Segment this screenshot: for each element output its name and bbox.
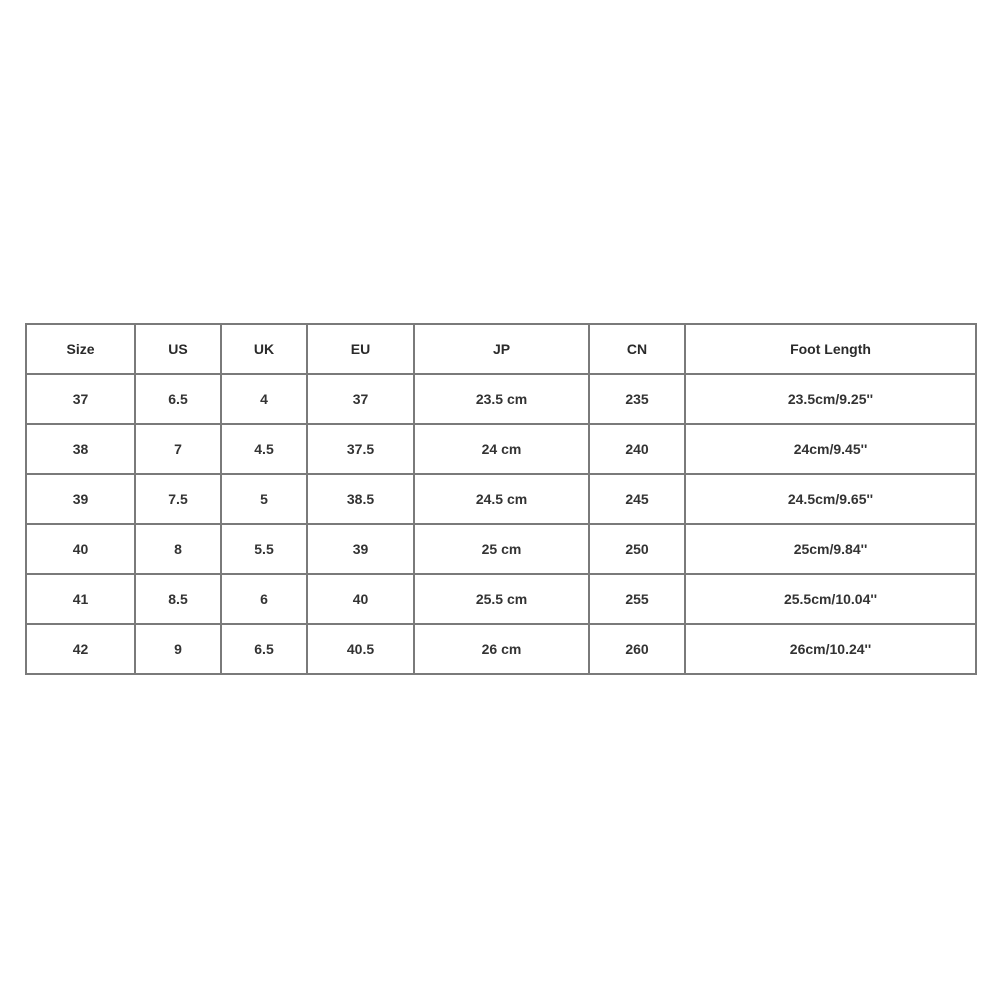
header-us: US (135, 324, 221, 374)
cell-cn: 245 (589, 474, 685, 524)
cell-size: 37 (26, 374, 135, 424)
cell-size: 38 (26, 424, 135, 474)
header-foot-length: Foot Length (685, 324, 976, 374)
header-cn: CN (589, 324, 685, 374)
header-uk: UK (221, 324, 307, 374)
header-jp: JP (414, 324, 589, 374)
header-eu: EU (307, 324, 414, 374)
cell-size: 42 (26, 624, 135, 674)
table-row (26, 474, 976, 524)
table-row (26, 424, 976, 474)
table-row (26, 524, 976, 574)
cell-foot-length: 24.5cm/9.65'' (685, 474, 976, 524)
cell-cn: 260 (589, 624, 685, 674)
cell-foot-length: 24cm/9.45'' (685, 424, 976, 474)
cell-uk: 4 (221, 374, 307, 424)
table-row (26, 574, 976, 624)
cell-jp: 25.5 cm (414, 574, 589, 624)
cell-size: 39 (26, 474, 135, 524)
cell-uk: 5 (221, 474, 307, 524)
header-row (26, 324, 976, 374)
cell-eu: 40 (307, 574, 414, 624)
header-size: Size (26, 324, 135, 374)
cell-size: 40 (26, 524, 135, 574)
cell-eu: 40.5 (307, 624, 414, 674)
size-chart-table (25, 323, 977, 675)
cell-us: 7.5 (135, 474, 221, 524)
cell-uk: 4.5 (221, 424, 307, 474)
cell-uk: 6 (221, 574, 307, 624)
cell-us: 9 (135, 624, 221, 674)
table-row (26, 374, 976, 424)
cell-foot-length: 23.5cm/9.25'' (685, 374, 976, 424)
table-row (26, 624, 976, 674)
cell-cn: 250 (589, 524, 685, 574)
cell-uk: 6.5 (221, 624, 307, 674)
cell-cn: 255 (589, 574, 685, 624)
cell-size: 41 (26, 574, 135, 624)
cell-us: 6.5 (135, 374, 221, 424)
cell-jp: 24.5 cm (414, 474, 589, 524)
cell-us: 8.5 (135, 574, 221, 624)
cell-eu: 39 (307, 524, 414, 574)
cell-jp: 24 cm (414, 424, 589, 474)
cell-uk: 5.5 (221, 524, 307, 574)
cell-foot-length: 26cm/10.24'' (685, 624, 976, 674)
cell-eu: 37.5 (307, 424, 414, 474)
cell-foot-length: 25cm/9.84'' (685, 524, 976, 574)
cell-foot-length: 25.5cm/10.04'' (685, 574, 976, 624)
cell-cn: 235 (589, 374, 685, 424)
cell-cn: 240 (589, 424, 685, 474)
cell-eu: 37 (307, 374, 414, 424)
cell-eu: 38.5 (307, 474, 414, 524)
cell-us: 8 (135, 524, 221, 574)
cell-us: 7 (135, 424, 221, 474)
cell-jp: 23.5 cm (414, 374, 589, 424)
cell-jp: 25 cm (414, 524, 589, 574)
cell-jp: 26 cm (414, 624, 589, 674)
